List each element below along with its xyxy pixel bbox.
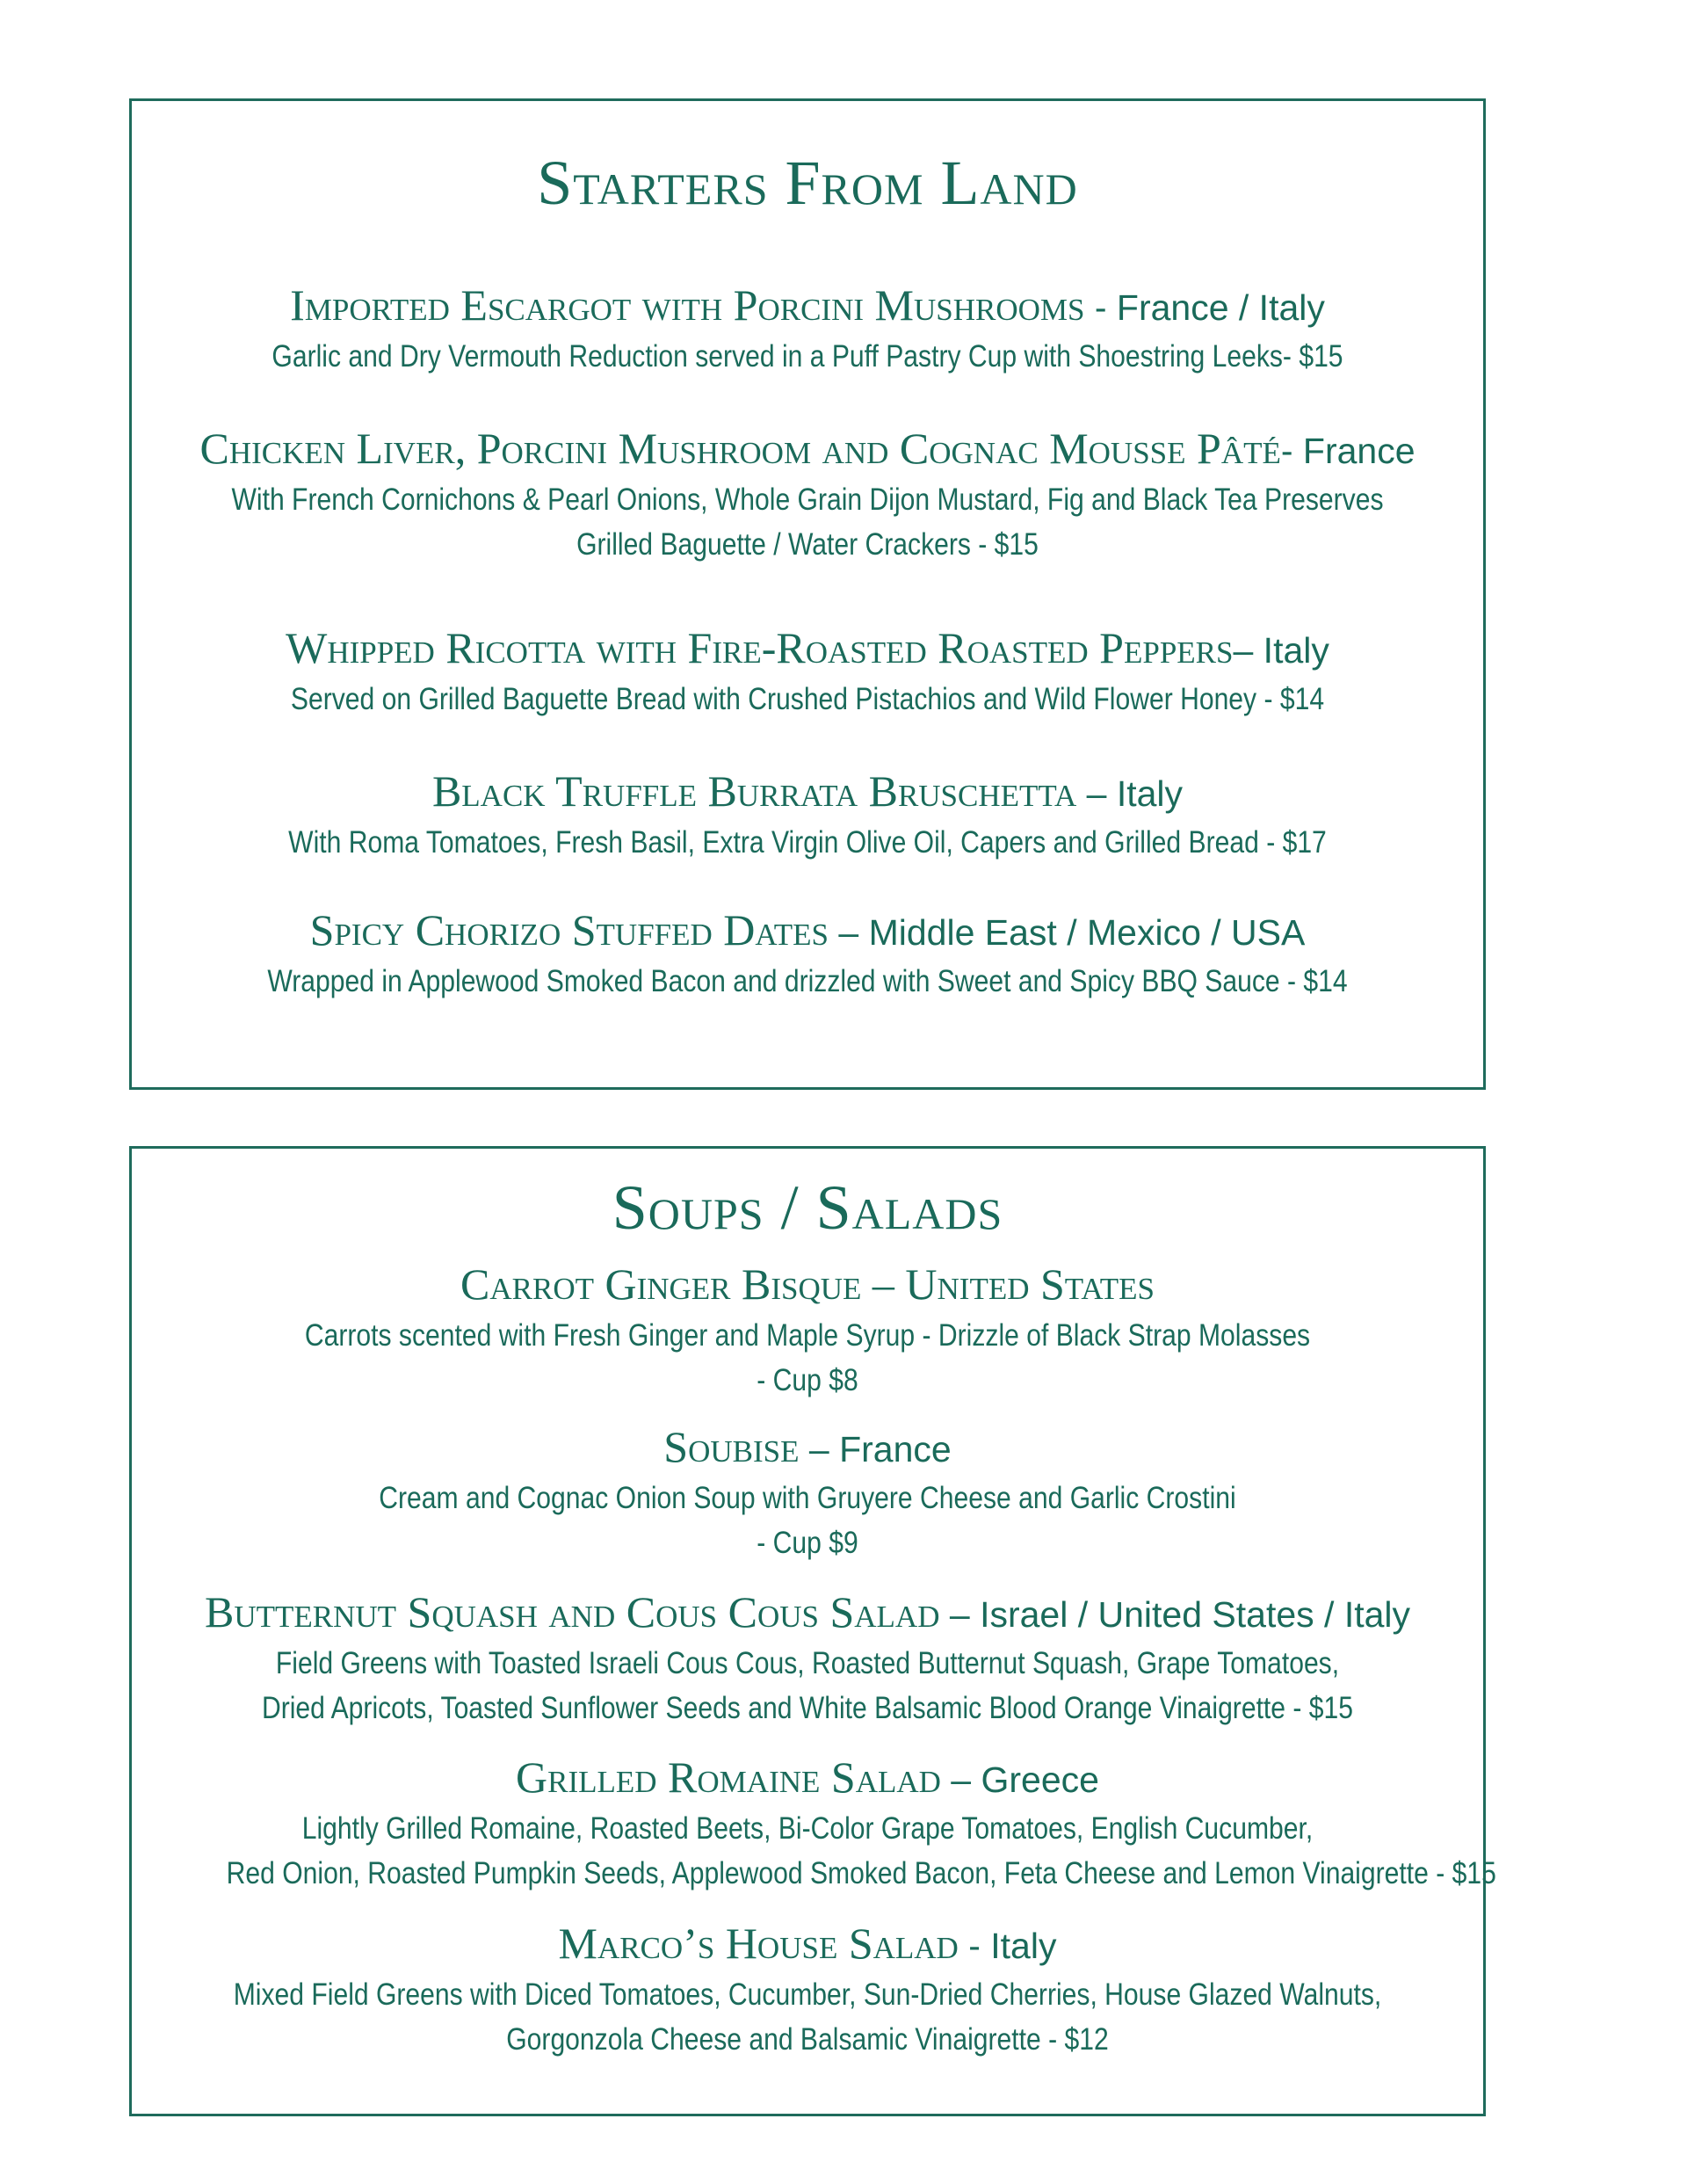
menu-item (132, 1258, 1483, 1403)
soups-salads-section (129, 1146, 1496, 2116)
menu-item (132, 765, 1483, 865)
item-origin: – Italy (1233, 630, 1329, 671)
item-origin: - Italy (958, 1926, 1057, 1966)
item-origin: - France (1280, 431, 1415, 471)
item-origin: – Italy (1076, 773, 1184, 814)
item-heading (132, 1420, 1483, 1476)
item-name: Spicy Chorizo Stuffed Dates (309, 905, 829, 954)
starters-section (129, 98, 1486, 1090)
item-name: Black Truffle Burrata Bruschetta (431, 766, 1077, 816)
item-heading (132, 1585, 1483, 1641)
item-description: Carrots scented with Fresh Ginger and Maple Syrup - Drizzle of Black Strap Molasses (304, 1318, 1311, 1353)
item-name: Imported Escargot with Porcini Mushrooms (290, 280, 1085, 330)
section-title-starters: Starters From Land (537, 148, 1078, 218)
menu-item (132, 422, 1483, 567)
item-origin: – France (799, 1429, 952, 1469)
item-heading (132, 621, 1483, 677)
item-description: Field Greens with Toasted Israeli Cous Cous, Roasted Butternut Squash, Grape Tomatoes, (275, 1646, 1340, 1680)
item-heading (132, 765, 1483, 820)
section-title-soups: Soups / Salads (612, 1172, 1003, 1243)
menu-item (132, 903, 1483, 1004)
item-heading (132, 1258, 1483, 1313)
menu-item (132, 621, 1483, 722)
item-description: Mixed Field Greens with Diced Tomatoes, Cucumber, Sun-Dried Cherries, House Glazed Walnuts, (233, 1977, 1382, 2012)
item-description: Lightly Grilled Romaine, Roasted Beets, Bi-Color Grape Tomatoes, English Cucumber, (301, 1811, 1314, 1846)
item-name: Carrot Ginger Bisque – United States (460, 1259, 1155, 1309)
item-description: Red Onion, Roasted Pumpkin Seeds, Applewood Smoked Bacon, Feta Cheese and Lemon Vinaigrette - $15 (226, 1856, 1496, 1890)
item-description: - Cup $9 (757, 1526, 858, 1560)
item-description: Dried Apricots, Toasted Sunflower Seeds and White Balsamic Blood Orange Vinaigrette - $15 (261, 1691, 1354, 1725)
item-origin: - France / Italy (1084, 287, 1325, 328)
item-name: Whipped Ricotta with Fire-Roasted Roasted Peppers (286, 623, 1234, 672)
item-origin: – Middle East / Mexico / USA (829, 912, 1306, 953)
item-name: Butternut Squash and Cous Cous Salad (204, 1587, 940, 1636)
item-description: Wrapped in Applewood Smoked Bacon and drizzled with Sweet and Spicy BBQ Sauce - $14 (267, 964, 1348, 998)
item-heading (132, 279, 1483, 334)
item-name: Grilled Romaine Salad (516, 1752, 941, 1802)
item-description: Garlic and Dry Vermouth Reduction served in a Puff Pastry Cup with Shoestring Leeks- $15 (272, 339, 1343, 374)
item-heading (132, 903, 1483, 959)
menu-item (132, 279, 1483, 379)
item-description: Gorgonzola Cheese and Balsamic Vinaigrette - $12 (506, 2022, 1109, 2057)
item-description: With Roma Tomatoes, Fresh Basil, Extra Virgin Olive Oil, Capers and Grilled Bread - $17 (288, 825, 1327, 860)
item-description: With French Cornichons & Pearl Onions, Whole Grain Dijon Mustard, Fig and Black Tea Preserves (231, 483, 1384, 517)
item-heading (132, 1751, 1483, 1806)
menu-item (132, 1917, 1483, 2062)
item-description: Served on Grilled Baguette Bread with Crushed Pistachios and Wild Flower Honey - $14 (290, 682, 1325, 716)
item-description: - Cup $8 (757, 1363, 858, 1397)
item-description: Cream and Cognac Onion Soup with Gruyere Cheese and Garlic Crostini (379, 1481, 1236, 1515)
menu-item (132, 1751, 1496, 1896)
menu-item (132, 1420, 1483, 1565)
item-origin: – Israel / United States / Italy (939, 1594, 1411, 1635)
item-name: Soubise (663, 1422, 800, 1471)
item-heading (132, 422, 1483, 477)
item-heading (132, 1917, 1483, 1972)
item-description: Grilled Baguette / Water Crackers - $15 (576, 527, 1039, 562)
item-name: Chicken Liver, Porcini Mushroom and Cognac Mousse Pâté (199, 424, 1281, 473)
menu-item (132, 1585, 1483, 1731)
item-origin: – Greece (940, 1760, 1099, 1800)
item-name: Marco’s House Salad (558, 1919, 959, 1968)
